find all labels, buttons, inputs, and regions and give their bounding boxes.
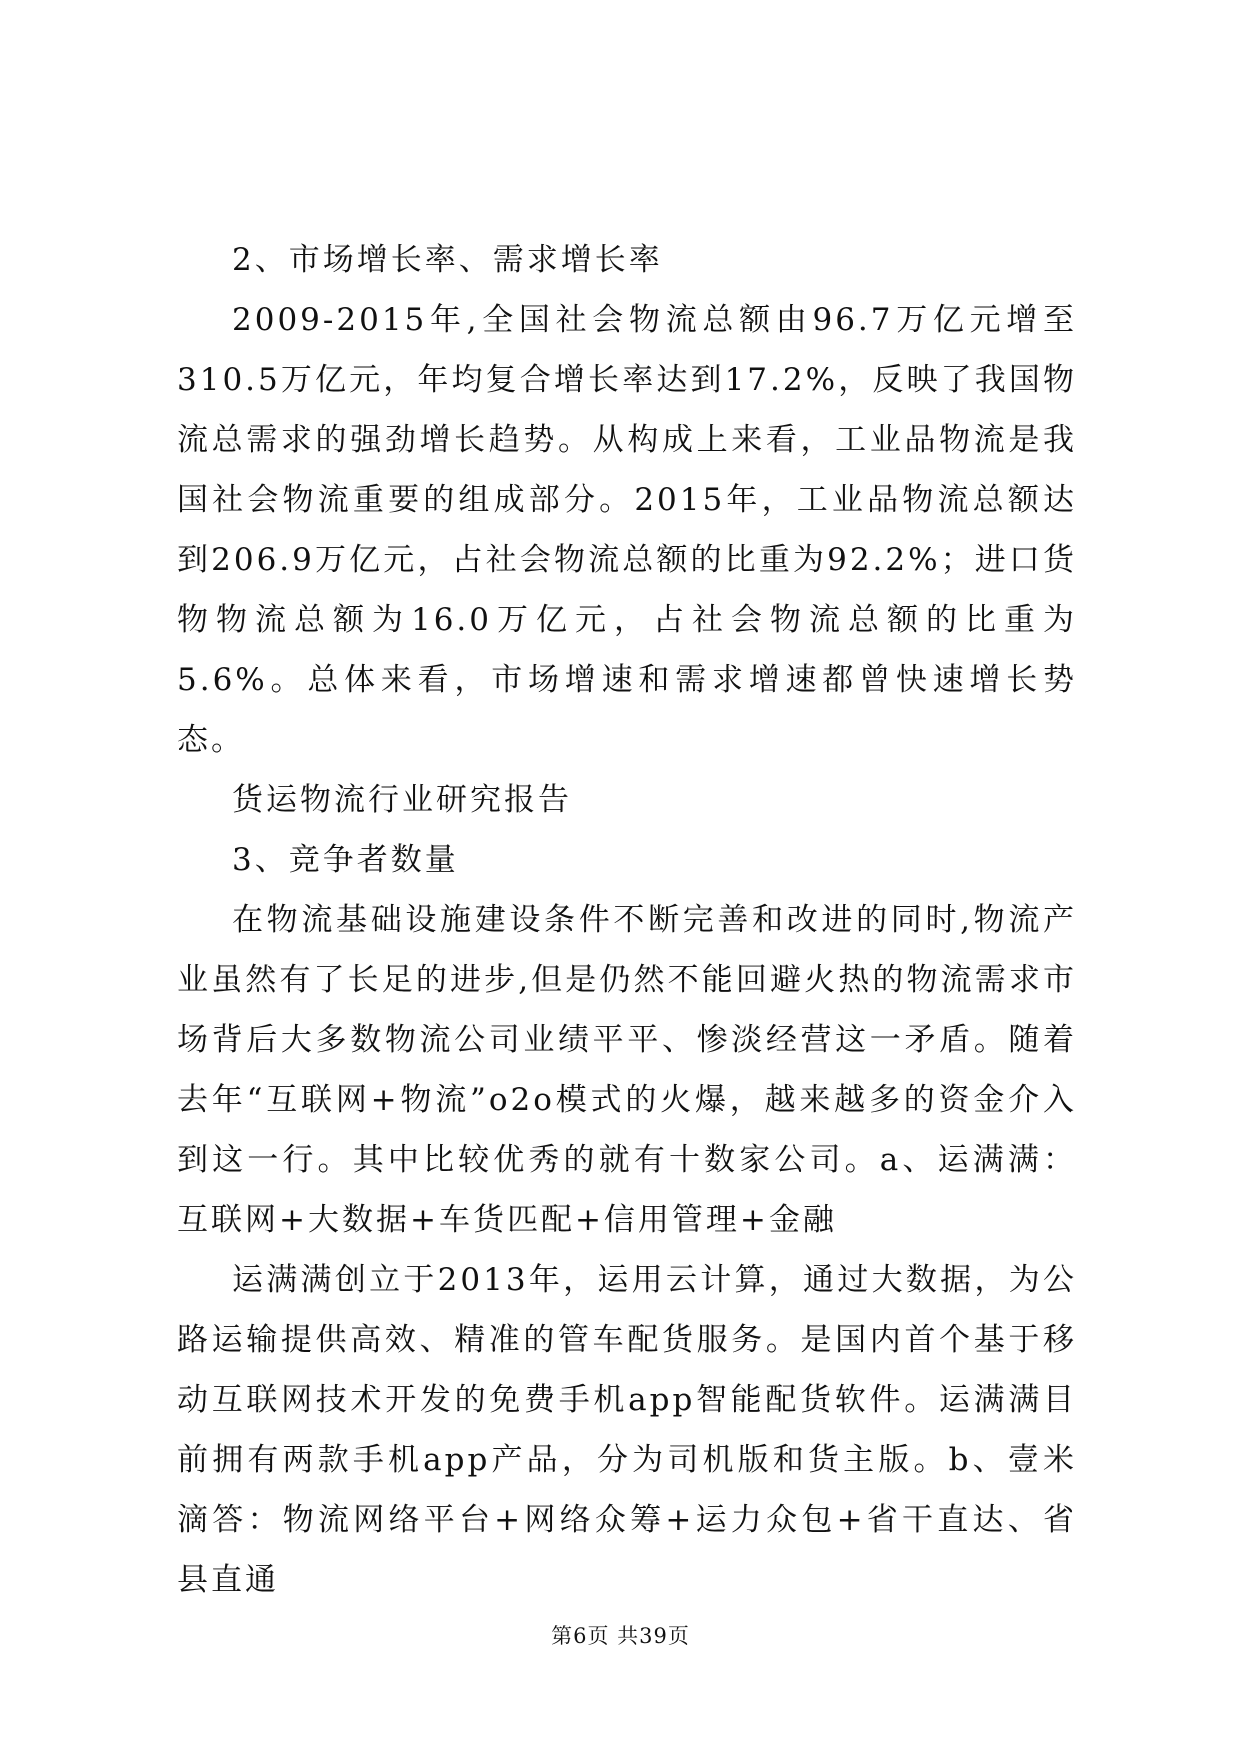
document-body [177, 230, 1077, 1610]
paragraph-market-growth: 2009-2015年,全国社会物流总额由96.7万亿元增至310.5万亿元，年均复合增长率达到17.2%，反映了我国物流总需求的强劲增长趋势。从构成上来看，工业品物流是我国社会物流重要的组成部分。2015年，工业品物流总额达到206.9万亿元，占社会物流总额的比重为92.2%；进口货物物流总额为16.0万亿元，占社会物流总额的比重为5.6%。总体来看，市场增速和需求增速都曾快速增长势态。 [177, 302, 1077, 758]
report-title-line: 货运物流行业研究报告 [232, 782, 572, 818]
section-heading-competitors: 3、竞争者数量 [232, 842, 459, 878]
page-number-footer: 第6页 共39页 [551, 1624, 690, 1648]
paragraph-yunmanman: 运满满创立于2013年，运用云计算，通过大数据，为公路运输提供高效、精准的管车配货服务。是国内首个基于移动互联网技术开发的免费手机app智能配货软件。运满满目前拥有两款手机app产品，分为司机版和货主版。b、壹米滴答：物流网络平台+网络众筹+运力众包+省干直达、省县直通 [177, 1262, 1077, 1598]
paragraph-competitors-intro: 在物流基础设施建设条件不断完善和改进的同时,物流产业虽然有了长足的进步,但是仍然不能回避火热的物流需求市场背后大多数物流公司业绩平平、惨淡经营这一矛盾。随着去年“互联网+物流”o2o模式的火爆，越来越多的资金介入到这一行。其中比较优秀的就有十数家公司。a、运满满：互联网+大数据+车货匹配+信用管理+金融 [177, 902, 1077, 1238]
section-heading-market-growth: 2、市场增长率、需求增长率 [232, 242, 663, 278]
